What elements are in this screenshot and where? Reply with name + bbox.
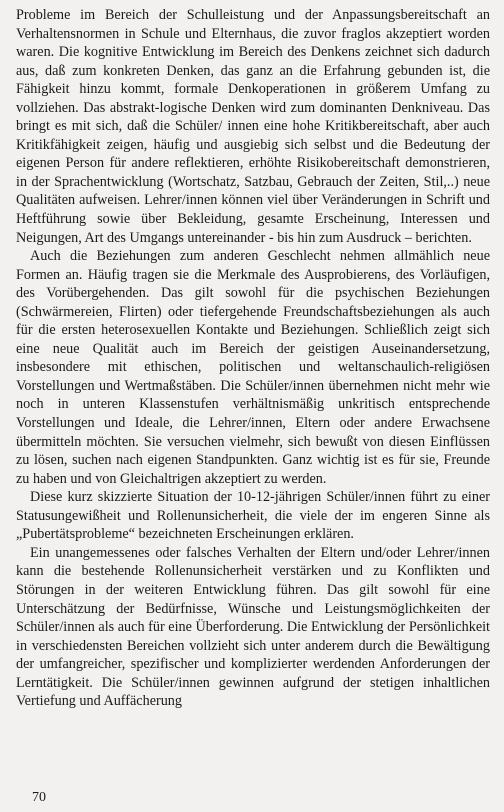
page-number: 70 (32, 790, 46, 805)
paragraph-2: Auch die Beziehungen zum anderen Geschlecht nehmen allmählich neue Formen an. Häufig tragen sie die Merkmale des Ausprobierens, des Vorläufigen, des Vorübergehenden. Das gilt sowohl für die psychischen Beziehungen (Schwärmereien, Flirten) oder tiefergehende Freundschaftsbeziehungen als auch für die ersten heterosexuellen Kontakte und Beziehungen. Schließlich zeigt sich eine neue Qualität auch im Bereich der geistigen Auseinandersetzung, insbesondere mit ethischen, politischen und weltanschaulich-religiösen Vorstellungen und Wertmaßstäben. Die Schüler/innen übernehmen nicht mehr wie noch in unteren Klassenstufen verhältnismäßig unkritisch entsprechende Vorstellungen und Ideale, die Lehrer/innen, Eltern oder andere Erwachsene übermitteln möchten. Sie versuchen vielmehr, sich bewußt von diesen Einflüssen zu lösen, suchen nach eigenen Standpunkten. Ganz wichtig ist es für sie, Freunde zu haben und von Gleichaltrigen akzeptiert zu werden. (16, 248, 490, 487)
paragraph-3: Diese kurz skizzierte Situation der 10-12-jährigen Schüler/innen führt zu einer Statusungewißheit und Rollenunsicherheit, die viele der im engeren Sinne als „Pubertätsprobleme“ bezeichneten Erscheinungen erklären. (16, 489, 490, 543)
paragraph-4: Ein unangemessenes oder falsches Verhalten der Eltern und/oder Lehrer/innen kann die bestehende Rollenunsicherheit verstärken und zu Konflikten und Störungen in der weiteren Entwicklung führen. Das gilt sowohl für eine Unterschätzung der Bedürfnisse, Wünsche und Leistungsmöglichkeiten der Schüler/innen als auch für eine Überforderung. Die Entwicklung der Persönlichkeit in verschiedensten Bereichen vollzieht sich unter anderem durch die Bewältigung der umfangreicher, spezifischer und komplizierter werdenden Anforderungen der Lerntätigkeit. Die Schüler/innen gewinnen aufgrund der stetigen inhaltlichen Vertiefung und Auffächerung (16, 544, 490, 710)
page-body (16, 6, 490, 711)
paragraph-1: Probleme im Bereich der Schulleistung und der Anpassungsbereitschaft an Verhaltensnormen in Schule und Elternhaus, die zuvor fraglos akzeptiert worden waren. Die kognitive Entwicklung im Bereich des Denkens zeichnet sich dadurch aus, daß zum konkreten Denken, das ganz an die Erfahrung gebunden ist, die Fähigkeit hinzu kommt, formale Denkoperationen in größerem Umfang zu vollziehen. Das abstrakt-logische Denken wird zum dominanten Denkniveau. Das bringt es mit sich, daß die Schüler/ innen eine hohe Kritikbereitschaft, aber auch Kritikfähigkeit zeigen, häufig und ausgiebig sich selbst und die Bedeutung der eigenen Person für andere reflektieren, erhöhte Risikobereitschaft demonstrieren, in der Sprachentwicklung (Wortschatz, Satzbau, Gebrauch der Zeiten, Stil,..) neue Qualitäten aufweisen. Lehrer/innen können viel über Veränderungen in Schrift und Heftführung sowie über Bekleidung, gesamte Erscheinung, Interessen und Neigungen, Art des Umgangs untereinander - bis hin zum Ausdruck – berichten. (16, 7, 490, 246)
